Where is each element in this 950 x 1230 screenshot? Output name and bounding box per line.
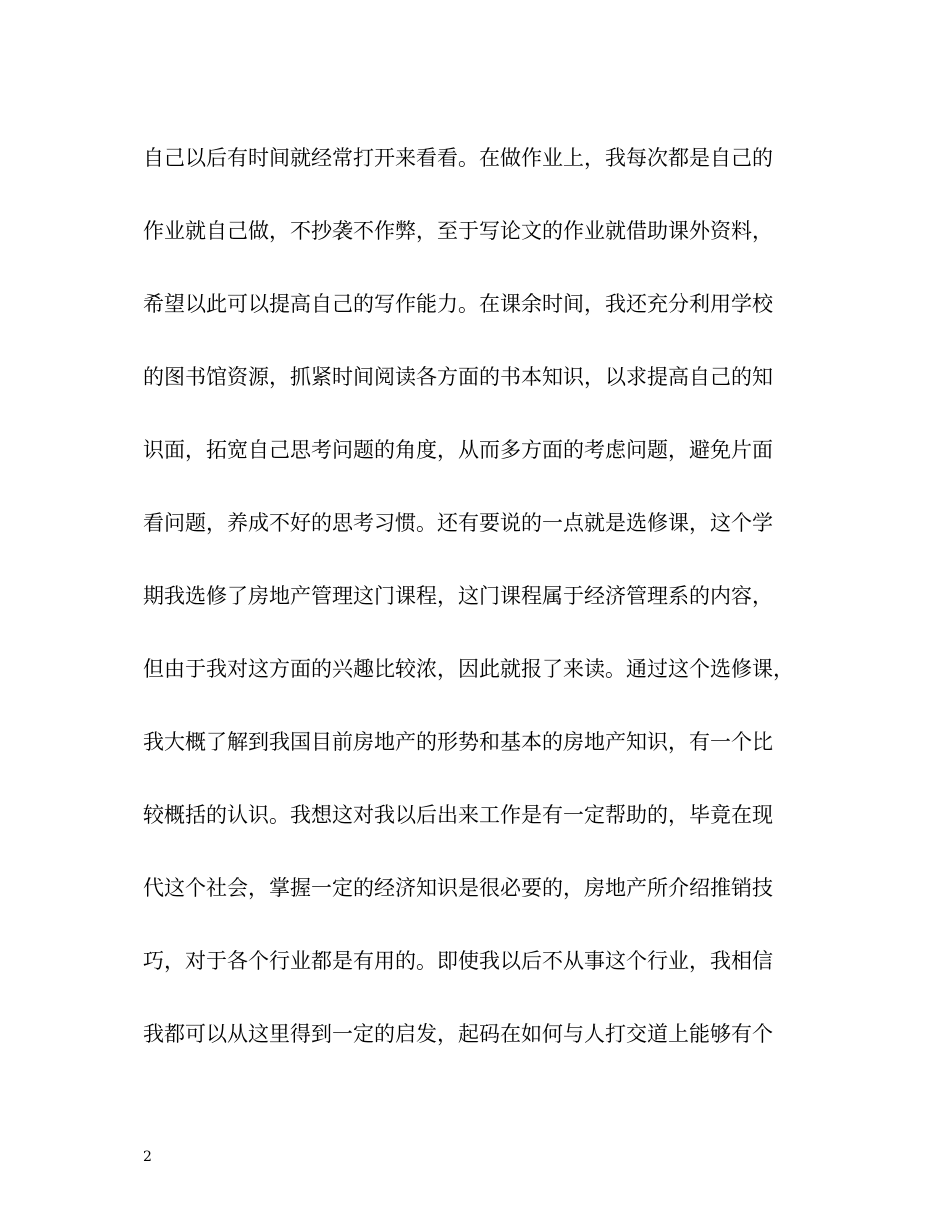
text-line: 代这个社会，掌握一定的经济知识是很必要的，房地产所介绍推销技 (143, 876, 773, 900)
text-line: 我都可以从这里得到一定的启发，起码在如何与人打交道上能够有个 (143, 1022, 773, 1046)
text-line: 巧，对于各个行业都是有用的。即使我以后不从事这个行业，我相信 (143, 949, 773, 973)
text-line: 我大概了解到我国目前房地产的形势和基本的房地产知识，有一个比 (143, 730, 773, 754)
text-line: 但由于我对这方面的兴趣比较浓，因此就报了来读。通过这个选修课， (143, 657, 794, 681)
text-line: 看问题，养成不好的思考习惯。还有要说的一点就是选修课，这个学 (143, 511, 773, 535)
page-number: 2 (143, 1149, 152, 1165)
text-line: 希望以此可以提高自己的写作能力。在课余时间，我还充分利用学校 (143, 292, 773, 316)
text-line: 作业就自己做，不抄袭不作弊，至于写论文的作业就借助课外资料， (143, 219, 773, 243)
text-line: 较概括的认识。我想这对我以后出来工作是有一定帮助的，毕竟在现 (143, 803, 773, 827)
text-line: 期我选修了房地产管理这门课程，这门课程属于经济管理系的内容， (143, 584, 773, 608)
text-line: 识面，拓宽自己思考问题的角度，从而多方面的考虑问题，避免片面 (143, 438, 773, 462)
text-line: 的图书馆资源，抓紧时间阅读各方面的书本知识，以求提高自己的知 (143, 365, 773, 389)
text-line: 自己以后有时间就经常打开来看看。在做作业上，我每次都是自己的 (143, 146, 773, 170)
body-text (143, 142, 823, 1091)
